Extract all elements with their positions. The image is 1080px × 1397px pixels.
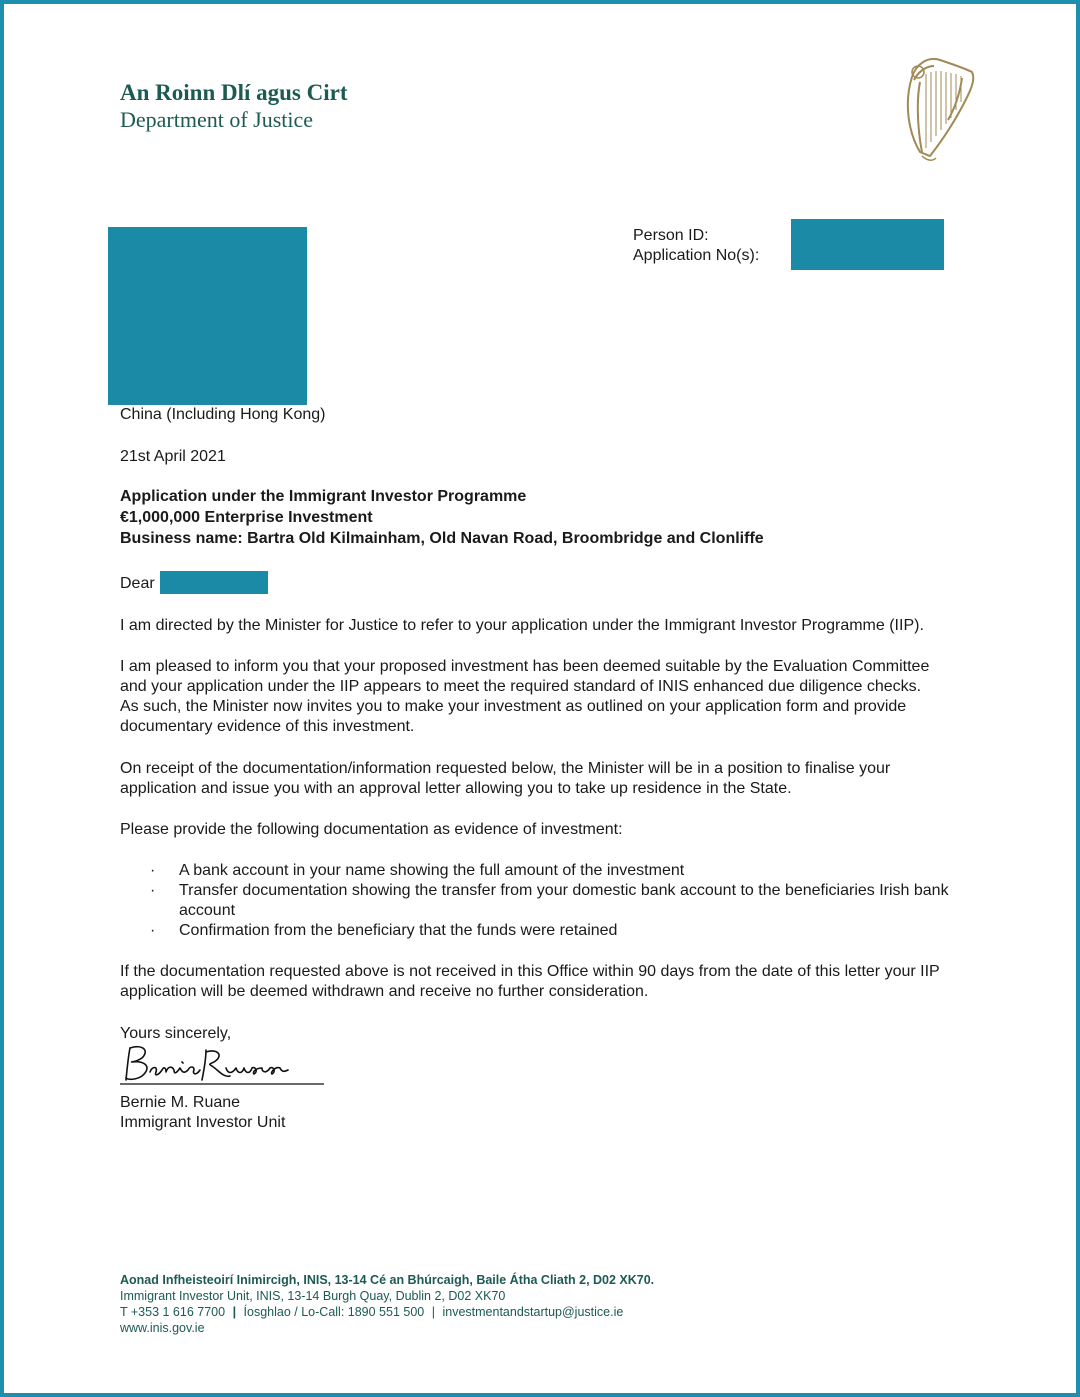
footer-separator: |: [431, 1305, 435, 1319]
list-item: [150, 861, 969, 881]
bullet-marker: ·: [150, 922, 156, 939]
paragraph-line: documentary evidence of this investment.: [120, 718, 415, 735]
signatory-name: Bernie M. Ruane: [120, 1094, 241, 1111]
paragraph-line: and your application under the IIP appears to meet the required standard of INIS enhanced due diligence checks.: [120, 678, 922, 695]
footer-website-link[interactable]: www.inis.gov.ie: [120, 1321, 205, 1335]
salutation: Dear: [120, 575, 155, 592]
list-item-text: A bank account in your name showing the full amount of the investment: [179, 862, 685, 879]
subject-line-1: Application under the Immigrant Investor Programme: [120, 488, 527, 505]
valediction: Yours sincerely,: [120, 1025, 232, 1042]
footer-phone: T +353 1 616 7700: [120, 1305, 226, 1319]
department-name-irish: An Roinn Dlí agus Cirt: [120, 80, 348, 105]
footer-address-irish: Aonad Infheisteoirí Inimircigh, INIS, 13-14 Cé an Bhúrcaigh, Baile Átha Cliath 2, D02 XK70.: [120, 1273, 655, 1287]
reference-labels: [633, 226, 759, 266]
redacted-recipient-address: [108, 227, 307, 405]
letter-date: 21st April 2021: [120, 448, 226, 465]
footer: [120, 1272, 654, 1336]
body-paragraph-5: [120, 962, 940, 1002]
bullet-marker: ·: [150, 882, 156, 899]
footer-separator: |: [232, 1305, 237, 1319]
evidence-list: [150, 861, 969, 941]
signature: [120, 1042, 324, 1086]
subject-line-3: Business name: Bartra Old Kilmainham, Old Navan Road, Broombridge and Clonliffe: [120, 530, 764, 547]
subject-line-2: €1,000,000 Enterprise Investment: [120, 509, 373, 526]
body-paragraph-3: [120, 759, 890, 799]
list-item: [150, 921, 969, 941]
footer-address-english: Immigrant Investor Unit, INIS, 13-14 Burgh Quay, Dublin 2, D02 XK70: [120, 1289, 506, 1303]
paragraph-line: I am pleased to inform you that your proposed investment has been deemed suitable by the Evaluation Committee: [120, 658, 930, 675]
redacted-recipient-name: [160, 571, 268, 594]
paragraph-line: application will be deemed withdrawn and receive no further consideration.: [120, 983, 649, 1000]
body-paragraph-1: I am directed by the Minister for Justice to refer to your application under the Immigrant Investor Programme (IIP).: [120, 617, 924, 634]
paragraph-line: On receipt of the documentation/information requested below, the Minister will be in a position to finalise your: [120, 760, 891, 777]
body-paragraph-4: Please provide the following documentation as evidence of investment:: [120, 821, 623, 838]
recipient-country: China (Including Hong Kong): [120, 406, 326, 423]
paragraph-line: As such, the Minister now invites you to make your investment as outlined on your application form and provide: [120, 698, 907, 715]
footer-locall: Íosghlao / Lo-Call: 1890 551 500: [243, 1305, 425, 1319]
list-item-text: Confirmation from the beneficiary that the funds were retained: [179, 922, 618, 939]
footer-email-link[interactable]: investmentandstartup@justice.ie: [442, 1305, 624, 1319]
list-item: [150, 881, 969, 921]
application-no-label: Application No(s):: [633, 247, 760, 264]
redacted-reference-numbers: [791, 219, 944, 270]
paragraph-line: If the documentation requested above is not received in this Office within 90 days from the date of this letter your IIP: [120, 963, 940, 980]
department-name-english: Department of Justice: [120, 107, 314, 132]
person-id-label: Person ID:: [633, 227, 709, 244]
bullet-marker: ·: [150, 862, 156, 879]
footer-contact-line: [120, 1304, 654, 1320]
harp-icon: [900, 52, 980, 164]
list-item-text: Transfer documentation showing the transfer from your domestic bank account to the beneficiaries Irish bank account: [179, 882, 949, 919]
paragraph-line: application and issue you with an approval letter allowing you to take up residence in the State.: [120, 780, 792, 797]
body-paragraph-2: [120, 657, 929, 737]
signatory-unit: Immigrant Investor Unit: [120, 1114, 286, 1131]
